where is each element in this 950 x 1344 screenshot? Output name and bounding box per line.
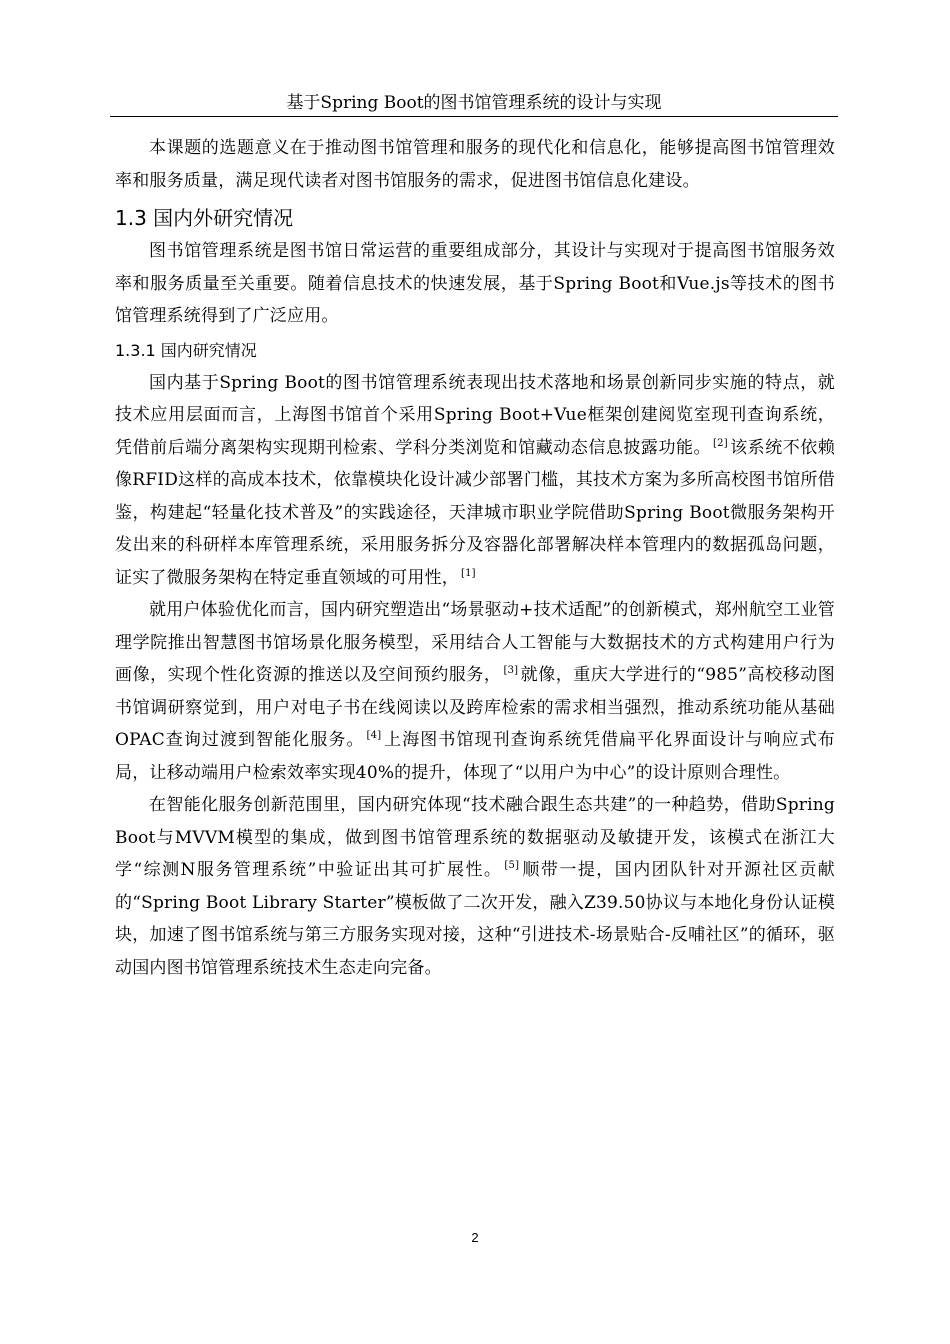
paragraph-text: 在智能化服务创新范围里，国内研究体现“技术融合跟生态共建”的一种趋势，借助Spring Boot与MVVM模型的集成，做到图书馆管理系统的数据驱动及敏捷开发，该模式在浙江大学“综测N服务管理系统”中验证出其可扩展性。 <box>115 795 835 880</box>
section-heading: 1.3 国内外研究情况 <box>115 206 294 230</box>
page-body <box>115 132 835 984</box>
paragraph-text: 顺带一提，国内团队针对开源社区贡献的“Spring Boot Library Starter”模板做了二次开发，融入Z39.50协议与本地化身份认证模块，加速了图书馆系统与第三方服务实现对接，这种“引进技术-场景贴合-反哺社区”的循环，驱动国内图书馆管理系统技术生态走向完备。 <box>115 860 836 978</box>
citation-marker: [5] <box>504 860 520 871</box>
paragraph-text: 就用户体验优化而言，国内研究塑造出“场景驱动+技术适配”的创新模式，郑州航空工业管理学院推出智慧图书馆场景化服务模型，采用结合人工智能与大数据技术的方式构建用户行为画像，实现个性化资源的推送以及空间预约服务， <box>115 600 835 685</box>
citation-marker: [4] <box>366 730 382 741</box>
running-header: 基于Spring Boot的图书馆管理系统的设计与实现 <box>286 93 662 113</box>
page-number: 2 <box>471 1230 479 1245</box>
paragraph-text: 国内基于Spring Boot的图书馆管理系统表现出技术落地和场景创新同步实施的特点，就技术应用层面而言，上海图书馆首个采用Spring Boot+Vue框架创建阅览室现刊查询系统，凭借前后端分离架构实现期刊检索、学科分类浏览和馆藏动态信息披露功能。 <box>115 372 835 458</box>
body-paragraph-1 <box>115 367 835 595</box>
header-rule <box>110 116 838 117</box>
citation-marker: [1] <box>461 567 476 579</box>
body-paragraph-2 <box>115 594 835 789</box>
paragraph-text: 就像，重庆大学进行的“985”高校移动图书馆调研察觉到，用户对电子书在线阅读以及跨库检索的需求相当强烈，推动系统功能从基础OPAC查询过渡到智能化服务。 <box>115 665 835 750</box>
intro-paragraph: 本课题的选题意义在于推动图书馆管理和服务的现代化和信息化，能够提高图书馆管理效率和服务质量，满足现代读者对图书馆服务的需求，促进图书馆信息化建设。 <box>115 138 835 191</box>
paragraph-text: 上海图书馆现刊查询系统凭借扁平化界面设计与响应式布局，让移动端用户检索效率实现40%的提升，体现了“以用户为中心”的设计原则合理性。 <box>115 730 836 783</box>
paragraph-text: 该系统不依赖像RFID这样的高成本技术，依靠模块化设计减少部署门槛，其技术方案为多所高校图书馆所借鉴，构建起“轻量化技术普及”的实践途径，天津城市职业学院借助Spring Boot微服务架构开发出来的科研样本库管理系统，采用服务拆分及容器化部署解决样本管理内的数据孤岛问题，证实了微服务架构在特定垂直领域的可用性， <box>115 437 835 588</box>
section-paragraph: 图书馆管理系统是图书馆日常运营的重要组成部分，其设计与实现对于提高图书馆服务效率和服务质量至关重要。随着信息技术的快速发展，基于Spring Boot和Vue.js等技术的图书馆管理系统得到了广泛应用。 <box>115 241 835 326</box>
body-paragraph-3 <box>115 789 835 984</box>
citation-marker: [2] <box>713 437 728 449</box>
citation-marker: [3] <box>503 665 519 676</box>
subsection-heading: 1.3.1 国内研究情况 <box>115 340 257 360</box>
